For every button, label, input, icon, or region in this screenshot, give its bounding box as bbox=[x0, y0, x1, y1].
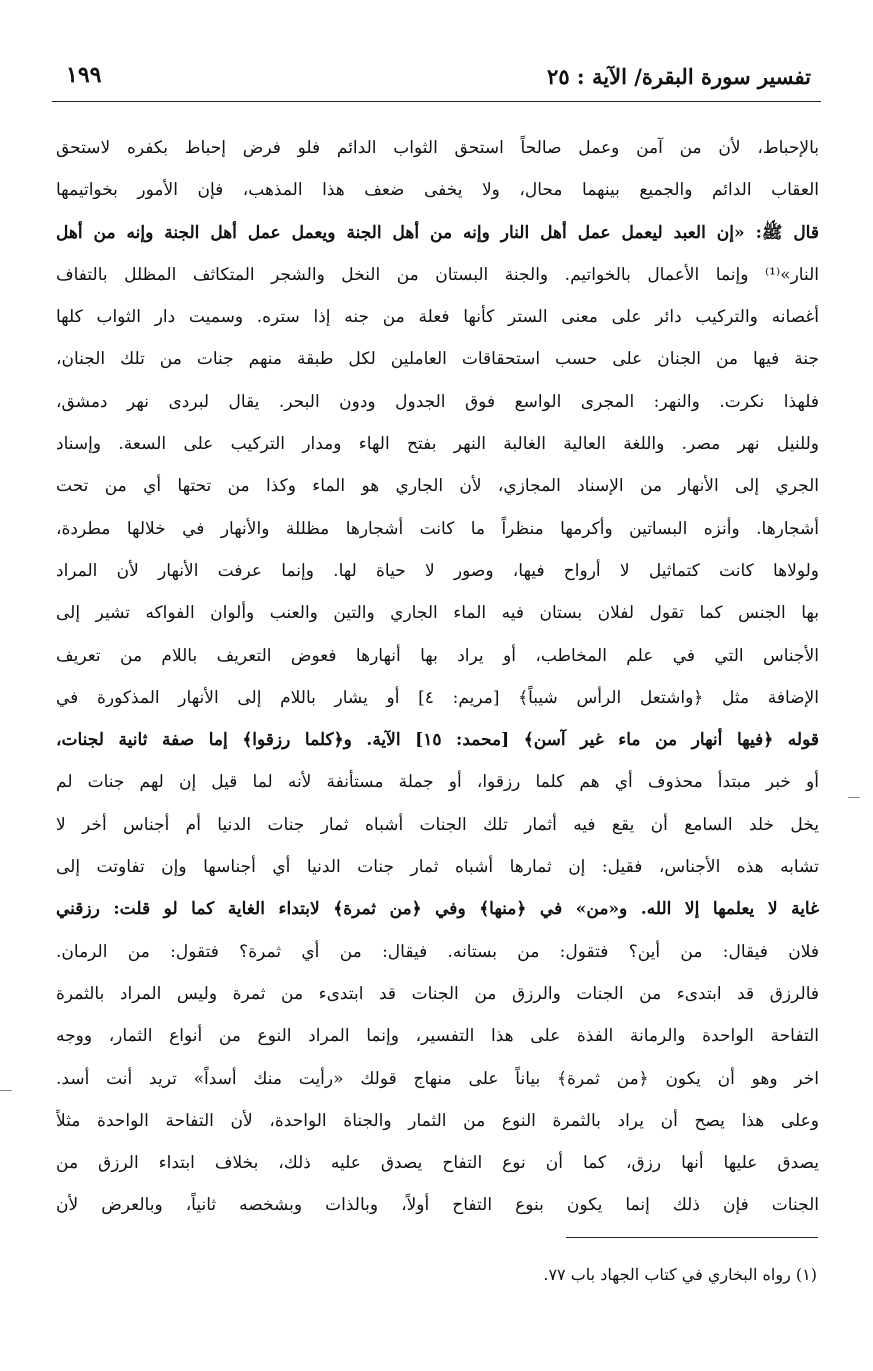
text-line: جنة فيها من الجنان على حسب استحقاقات العاملين لكل طبقة منهم جنات من تلك الجنان، bbox=[56, 349, 819, 370]
text-line: فلهذا نكرت. والنهر: المجرى الواسع فوق الجدول ودون البحر. يقال لبردى نهر دمشق، bbox=[56, 391, 819, 412]
text-line: الجنات فإن ذلك إنما يكون بنوع التفاح أولاً، وبالذات وبشخصه ثانياً، وبالعرض لأن bbox=[56, 1195, 819, 1216]
text-line: غاية لا يعلمها إلا الله. و«من» في ﴿منها﴾ وفي ﴿من ثمرة﴾ لابتداء الغاية كما لو قلت: رزقني bbox=[56, 899, 819, 920]
text-line: فالرزق قد ابتدىء من الجنات والرزق من الجنات قد ابتدىء من ثمرة وليس المراد بالثمرة bbox=[56, 983, 819, 1004]
text-line: النار»⁽¹⁾ وإنما الأعمال بالخواتيم. والجنة البستان من النخل والشجر المتكاثف المظلل بالتفاف bbox=[56, 264, 819, 285]
text-line: أشجارها. وأنزه البساتين وأكرمها منظراً ما كانت أشجارها مظللة والأنهار في خلالها مطردة، bbox=[56, 518, 819, 539]
text-line: الإضافة مثل ﴿واشتعل الرأس شيباً﴾ [مريم: ٤] أو يشار باللام إلى الأنهار المذكورة في bbox=[56, 687, 819, 708]
page-header bbox=[52, 58, 821, 102]
text-line: قال ﷺ: «إن العبد ليعمل عمل أهل النار وإنه من أهل الجنة ويعمل عمل أهل الجنة وإنه من أهل bbox=[56, 222, 819, 243]
main-text bbox=[56, 128, 819, 1228]
text-line: وللنيل نهر مصر. واللغة العالية الغالبة النهر بفتح الهاء ومدار التركيب على السعة. وإسناد bbox=[56, 434, 819, 455]
text-line: أغصانه والتركيب دائر على معنى الستر كأنها فعلة من جنه إذا ستره. وسميت دار الثواب كلها bbox=[56, 307, 819, 328]
text-line: بالإحباط، لأن من آمن وعمل صالحاً استحق الثواب الدائم فلو فرض إحباط بكفره لاستحق bbox=[56, 138, 819, 158]
text-line: فلان فيقال: من أين؟ فتقول: من بستانه. فيقال: من أي ثمرة؟ فتقول: من الرمان. bbox=[56, 941, 819, 962]
text-line: بها الجنس كما تقول لفلان بستان فيه الماء الجاري والتين والعنب وألوان الفواكه تشير إلى bbox=[56, 603, 819, 624]
footnote-separator bbox=[566, 1237, 818, 1238]
text-line: العقاب الدائم والجميع بينهما محال، ولا يخفى ضعف هذا المذهب، فإن الأمور بخواتيمها bbox=[56, 180, 819, 201]
page-number: ١٩٩ bbox=[66, 62, 102, 88]
margin-mark bbox=[848, 797, 860, 798]
text-line: اخر وهو أن يكون ﴿من ثمرة﴾ بياناً على منهاج قولك «رأيت منك أسداً» تريد أنت أسد. bbox=[56, 1068, 819, 1089]
margin-mark bbox=[0, 1090, 12, 1091]
text-line: تشابه هذه الأجناس، فقيل: إن ثمارها أشباه ثمار جنات الدنيا أي أجناسها وإن تفاوتت إلى bbox=[56, 857, 819, 878]
text-line: الجري إلى الأنهار من الإسناد المجازي، لأن الجاري هو الماء وكذا من تحتها أي من تحت bbox=[56, 476, 819, 497]
text-line: يصدق عليها أنها رزق، كما أن نوع التفاح يصدق عليه ذلك، بخلاف ابتداء الرزق من bbox=[56, 1153, 819, 1174]
text-line: قوله ﴿فيها أنهار من ماء غير آسن﴾ [محمد: ١٥] الآية. و﴿كلما رزقوا﴾ إما صفة ثانية لجنات، bbox=[56, 730, 819, 751]
header-rule bbox=[52, 101, 821, 102]
text-line: الأجناس التي في علم المخاطب، أو يراد بها أنهارها فعوض التعريف باللام من تعريف bbox=[56, 645, 819, 666]
running-title: تفسير سورة البقرة/ الآية : ٢٥ bbox=[547, 64, 811, 89]
text-line: يخل خلد السامع أن يقع فيه أثمار تلك الجنات أشباه ثمار جنات الدنيا أم أجناس أخر لا bbox=[56, 814, 819, 835]
text-line: التفاحة الواحدة والرمانة الفذة على هذا التفسير، وإنما المراد النوع من أنواع الثمار، ووجه bbox=[56, 1026, 819, 1047]
text-line: وعلى هذا يصح أن يراد بالثمرة النوع من الثمار والجناة الواحدة، لأن التفاحة الواحدة مثلاً bbox=[56, 1110, 819, 1131]
text-line: أو خبر مبتدأ محذوف أي هم كلما رزقوا، أو جملة مستأنفة لأنه لما قيل إن لهم جنات لم bbox=[56, 772, 819, 793]
footnote: (١) رواه البخاري في كتاب الجهاد باب ٧٧. bbox=[543, 1265, 817, 1284]
text-line: ولولاها كانت كتماثيل لا أرواح فيها، وصور لا حياة لها. وإنما عرفت الأنهار لأن المراد bbox=[56, 560, 819, 581]
